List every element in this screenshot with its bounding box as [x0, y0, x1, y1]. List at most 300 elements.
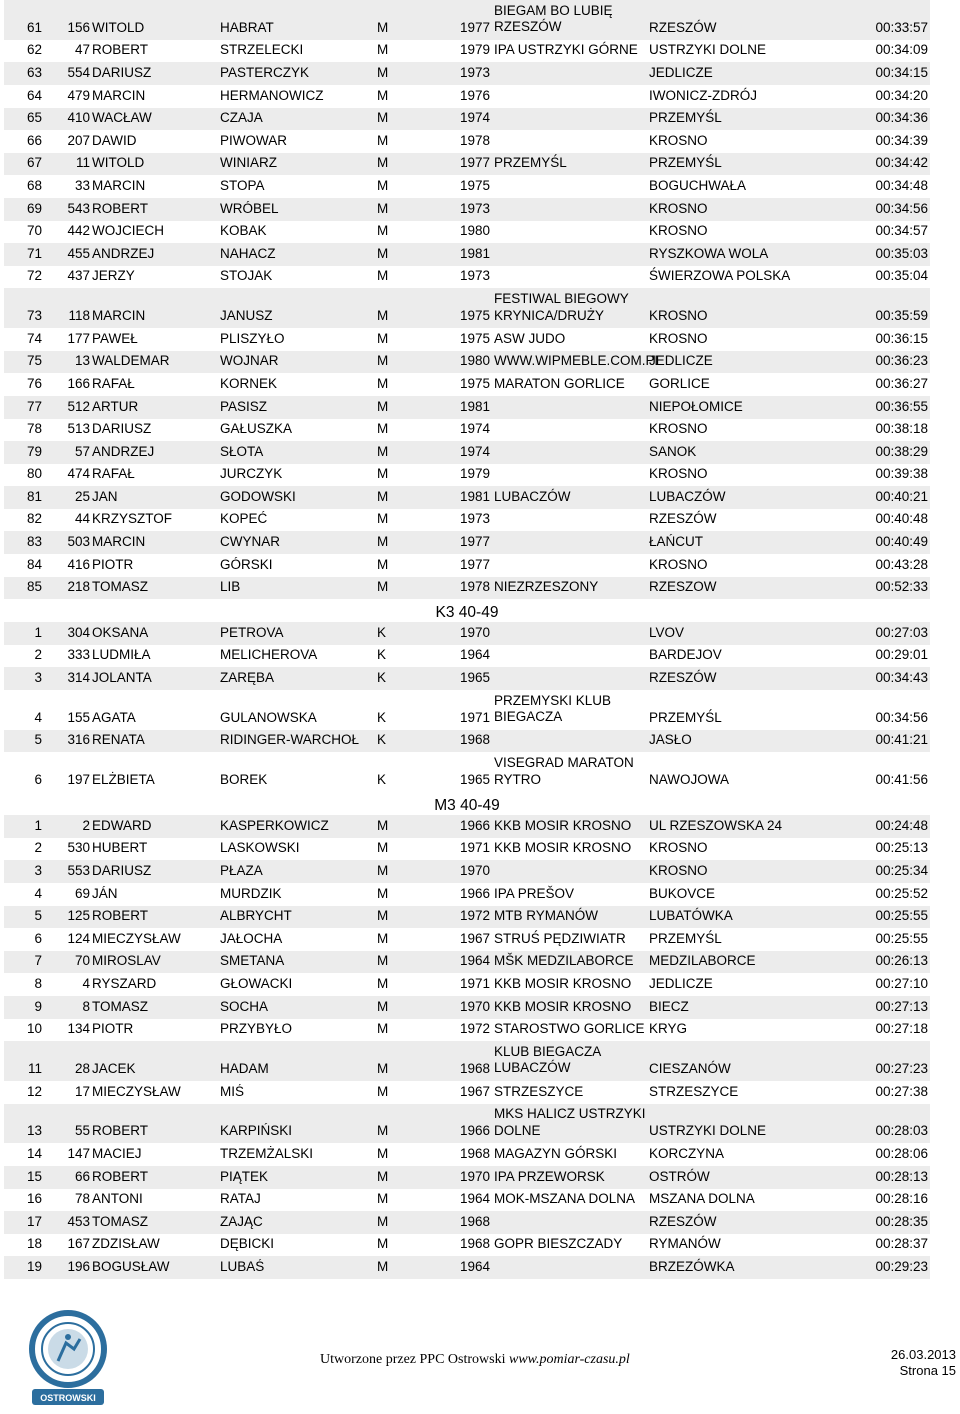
table-row: [4, 288, 930, 328]
table-row: [4, 1211, 930, 1234]
cell-year: 1965: [460, 772, 491, 788]
cell-bib: 8: [82, 998, 90, 1014]
cell-time: 00:25:52: [875, 885, 928, 901]
cell-bib: 55: [74, 1123, 90, 1139]
cell-pos: 7: [34, 953, 42, 969]
cell-pos: 75: [26, 353, 42, 369]
cell-last: HERMANOWICZ: [220, 87, 324, 103]
table-row: [4, 690, 930, 730]
cell-city: LUBATÓWKA: [649, 908, 733, 924]
cell-city: JEDLICZE: [649, 975, 713, 991]
cell-last: RIDINGER-WARCHOŁ: [220, 732, 360, 748]
cell-bib: 474: [67, 466, 90, 482]
cell-time: 00:34:15: [875, 64, 928, 80]
cell-pos: 9: [34, 998, 42, 1014]
cell-first: ELŻBIETA: [92, 772, 155, 788]
svg-text:OSTROWSKI: OSTROWSKI: [40, 1393, 96, 1403]
table-row: [4, 752, 930, 792]
cell-club: MŠK MEDZILABORCE: [494, 953, 634, 969]
cell-year: 1968: [460, 732, 491, 748]
cell-club: PRZEMYSKI KLUB BIEGACZA: [494, 692, 612, 725]
cell-sex: M: [377, 1123, 389, 1139]
cell-pos: 4: [34, 885, 42, 901]
table-row: [4, 838, 930, 861]
cell-year: 1966: [460, 1123, 491, 1139]
cell-pos: 64: [26, 87, 42, 103]
cell-sex: M: [377, 200, 389, 216]
cell-pos: 13: [26, 1123, 42, 1139]
cell-pos: 3: [34, 863, 42, 878]
table-row: [4, 1143, 930, 1166]
cell-first: ANDRZEJ: [92, 443, 155, 459]
cell-time: 00:40:21: [875, 488, 928, 504]
cell-bib: 218: [67, 579, 90, 595]
cell-pos: 69: [26, 200, 42, 216]
cell-pos: 81: [26, 488, 42, 504]
cell-bib: 70: [74, 953, 90, 969]
cell-pos: 67: [26, 155, 42, 171]
cell-city: GORLICE: [649, 375, 710, 391]
cell-city: KROSNO: [649, 840, 708, 856]
website-link[interactable]: www.pomiar-czasu.pl: [508, 1352, 630, 1367]
cell-first: WOJCIECH: [92, 223, 164, 239]
cell-city: BARDEJOV: [649, 647, 722, 663]
cell-time: 00:25:34: [875, 863, 928, 878]
cell-last: JAŁOCHA: [220, 930, 283, 946]
cell-first: PIOTR: [92, 556, 134, 572]
cell-last: SOCHA: [220, 998, 269, 1014]
cell-last: STRZELECKI: [220, 42, 304, 58]
cell-last: JURCZYK: [220, 466, 283, 482]
cell-last: BOREK: [220, 772, 268, 788]
cell-last: PRZYBYŁO: [220, 1021, 293, 1037]
cell-time: 00:27:18: [875, 1021, 928, 1037]
cell-pos: 10: [26, 1021, 42, 1037]
cell-first: JAN: [92, 488, 118, 504]
cell-pos: 65: [26, 110, 42, 126]
cell-sex: M: [377, 466, 389, 482]
cell-sex: M: [377, 817, 389, 833]
cell-city: KROSNO: [649, 466, 708, 482]
cell-time: 00:34:56: [875, 709, 928, 725]
table-row: [4, 396, 930, 419]
cell-bib: 155: [67, 709, 90, 725]
cell-sex: K: [377, 709, 387, 725]
table-row: [4, 373, 930, 396]
cell-sex: M: [377, 443, 389, 459]
cell-bib: 17: [74, 1083, 90, 1099]
cell-city: BUKOVCE: [649, 885, 716, 901]
cell-city: LVOV: [649, 624, 685, 640]
table-row: [4, 1256, 930, 1279]
cell-pos: 61: [26, 19, 42, 35]
cell-first: ROBERT: [92, 1123, 149, 1139]
cell-year: 1977: [460, 155, 491, 171]
cell-last: KOBAK: [220, 223, 267, 239]
cell-pos: 6: [34, 930, 42, 946]
cell-last: DĘBICKI: [220, 1236, 275, 1252]
cell-time: 00:27:23: [875, 1060, 928, 1076]
cell-time: 00:36:27: [875, 375, 928, 391]
cell-club: GOPR BIESZCZADY: [494, 1236, 623, 1252]
cell-club: STAROSTWO GORLICE: [494, 1021, 645, 1037]
table-row: [4, 509, 930, 532]
cell-sex: M: [377, 863, 389, 878]
cell-first: JACEK: [92, 1060, 136, 1076]
table-row: [4, 1081, 930, 1104]
cell-time: 00:26:13: [875, 953, 928, 969]
cell-pos: 17: [26, 1213, 42, 1229]
cell-year: 1964: [460, 1258, 491, 1274]
cell-time: 00:34:39: [875, 132, 928, 148]
cell-first: ANTONI: [92, 1191, 143, 1207]
cell-first: DAWID: [92, 132, 137, 148]
cell-time: 00:38:29: [875, 443, 928, 459]
table-row: [4, 622, 930, 645]
cell-time: 00:28:16: [875, 1191, 928, 1207]
cell-pos: 15: [26, 1168, 42, 1184]
cell-city: RZESZÓW: [649, 670, 717, 686]
cell-bib: 147: [67, 1145, 90, 1161]
cell-city: JASŁO: [649, 732, 692, 748]
cell-first: WITOLD: [92, 155, 145, 171]
cell-city: UL RZESZOWSKA 24: [649, 817, 783, 833]
table-row: [4, 153, 930, 176]
cell-club: STRUŚ PĘDZIWIATR: [494, 930, 626, 946]
cell-sex: M: [377, 930, 389, 946]
cell-pos: 76: [26, 375, 42, 391]
cell-club: MKS HALICZ USTRZYKI DOLNE: [494, 1106, 646, 1138]
cell-bib: 314: [67, 670, 90, 686]
cell-sex: M: [377, 155, 389, 171]
cell-time: 00:33:57: [875, 19, 928, 35]
cell-sex: M: [377, 421, 389, 437]
cell-first: PAWEŁ: [92, 330, 138, 346]
table-row: [4, 464, 930, 487]
cell-time: 00:34:57: [875, 223, 928, 239]
cell-bib: 124: [67, 930, 90, 946]
cell-bib: 453: [67, 1213, 90, 1229]
cell-bib: 553: [67, 863, 90, 878]
cell-first: TOMASZ: [92, 579, 149, 595]
cell-city: ŁAŃCUT: [649, 534, 704, 550]
cell-time: 00:28:13: [875, 1168, 928, 1184]
cell-first: WACŁAW: [92, 110, 152, 126]
cell-year: 1973: [460, 200, 491, 216]
cell-time: 00:28:37: [875, 1236, 928, 1252]
cell-club: BIEGAM BO LUBIĘ RZESZÓW: [494, 2, 613, 35]
cell-time: 00:34:48: [875, 177, 928, 193]
table-row: [4, 198, 930, 221]
cell-city: JEDLICZE: [649, 64, 713, 80]
cell-time: 00:36:55: [875, 398, 928, 414]
cell-club: STRZESZYCE: [494, 1083, 584, 1099]
table-row: [4, 130, 930, 153]
cell-sex: M: [377, 1145, 389, 1161]
cell-first: MACIEJ: [92, 1145, 142, 1161]
table-row: [4, 906, 930, 929]
cell-time: 00:35:59: [875, 308, 928, 324]
cell-year: 1977: [460, 534, 491, 550]
cell-first: WALDEMAR: [92, 353, 170, 369]
cell-first: RAFAŁ: [92, 466, 135, 482]
cell-club: KKB MOSIR KROSNO: [494, 840, 632, 856]
cell-first: RYSZARD: [92, 975, 157, 991]
cell-city: PRZEMYŚL: [649, 155, 722, 171]
cell-last: MURDZIK: [220, 885, 282, 901]
cell-time: 00:41:21: [875, 732, 928, 748]
cell-first: JERZY: [92, 268, 135, 284]
cell-pos: 11: [27, 1060, 42, 1076]
cell-time: 00:28:03: [875, 1123, 928, 1139]
cell-first: WITOLD: [92, 19, 145, 35]
cell-year: 1974: [460, 421, 491, 437]
cell-pos: 68: [26, 177, 42, 193]
cell-year: 1980: [460, 353, 491, 369]
cell-sex: K: [377, 670, 387, 686]
cell-bib: 333: [67, 647, 90, 663]
table-row: [4, 1019, 930, 1042]
cell-first: RAFAŁ: [92, 375, 135, 391]
cell-city: RZESZÓW: [649, 1213, 717, 1229]
cell-first: ROBERT: [92, 1168, 149, 1184]
cell-city: RZESZOW: [649, 579, 717, 595]
cell-club: ASW JUDO: [494, 330, 566, 346]
cell-club: KLUB BIEGACZA LUBACZÓW: [494, 1043, 601, 1076]
category-header: M3 40-49: [434, 797, 500, 815]
cell-pos: 18: [26, 1236, 42, 1252]
cell-last: LASKOWSKI: [220, 840, 300, 856]
cell-city: KROSNO: [649, 200, 708, 216]
table-row: [4, 860, 930, 883]
cell-sex: M: [377, 885, 389, 901]
cell-last: PŁAZA: [220, 863, 263, 878]
cell-year: 1964: [460, 953, 491, 969]
cell-year: 1973: [460, 268, 491, 284]
cell-time: 00:34:20: [875, 87, 928, 103]
cell-time: 00:25:55: [875, 930, 928, 946]
cell-bib: 134: [67, 1021, 90, 1037]
cell-club: MARATON GORLICE: [494, 375, 625, 391]
cell-first: ZDZISŁAW: [92, 1236, 160, 1252]
cell-city: KROSNO: [649, 132, 708, 148]
cell-pos: 2: [34, 840, 42, 856]
cell-last: PIĄTEK: [220, 1168, 269, 1184]
cell-year: 1965: [460, 670, 491, 686]
cell-pos: 79: [26, 443, 42, 459]
cell-year: 1968: [460, 1213, 491, 1229]
cell-year: 1967: [460, 930, 491, 946]
cell-pos: 85: [26, 579, 42, 595]
cell-bib: 410: [67, 110, 90, 126]
cell-year: 1970: [460, 624, 491, 640]
cell-year: 1971: [460, 840, 491, 856]
table-row: [4, 996, 930, 1019]
cell-time: 00:34:09: [875, 42, 928, 58]
table-row: [4, 0, 930, 40]
cell-club: WWW.WIPMEBLE.COM.PL: [494, 353, 663, 369]
cell-bib: 196: [67, 1258, 90, 1274]
cell-city: MSZANA DOLNA: [649, 1191, 755, 1207]
cell-first: KRZYSZTOF: [92, 511, 173, 527]
cell-sex: M: [377, 488, 389, 504]
cell-pos: 2: [34, 647, 42, 663]
cell-last: STOJAK: [220, 268, 273, 284]
cell-bib: 28: [74, 1060, 90, 1076]
cell-first: MARCIN: [92, 87, 146, 103]
cell-year: 1980: [460, 223, 491, 239]
cell-bib: 543: [67, 200, 90, 216]
cell-last: PETROVA: [220, 624, 284, 640]
cell-last: WRÓBEL: [220, 200, 279, 216]
cell-sex: M: [377, 998, 389, 1014]
cell-bib: 69: [74, 885, 90, 901]
cell-pos: 80: [26, 466, 42, 482]
cell-pos: 1: [34, 817, 42, 833]
cell-first: MIECZYSŁAW: [92, 1083, 181, 1099]
cell-sex: M: [377, 223, 389, 239]
cell-first: MARCIN: [92, 177, 146, 193]
cell-sex: M: [377, 19, 389, 35]
table-row: [4, 351, 930, 374]
cell-city: KROSNO: [649, 330, 708, 346]
cell-city: PRZEMYŚL: [649, 709, 722, 725]
cell-time: 00:34:36: [875, 110, 928, 126]
cell-city: USTRZYKI DOLNE: [649, 1123, 767, 1139]
cell-pos: 78: [26, 421, 42, 437]
table-row: [4, 221, 930, 244]
cell-sex: K: [377, 732, 387, 748]
cell-time: 00:43:28: [875, 556, 928, 572]
cell-sex: M: [377, 1236, 389, 1252]
cell-time: 00:28:35: [875, 1213, 928, 1229]
cell-year: 1975: [460, 177, 491, 193]
cell-first: OKSANA: [92, 624, 149, 640]
cell-year: 1966: [460, 817, 491, 833]
cell-time: 00:28:06: [875, 1145, 928, 1161]
cell-sex: M: [377, 87, 389, 103]
cell-city: KROSNO: [649, 863, 708, 878]
cell-bib: 512: [67, 398, 90, 414]
table-row: [4, 85, 930, 108]
cell-club: KKB MOSIR KROSNO: [494, 998, 632, 1014]
cell-sex: M: [377, 840, 389, 856]
table-row: [4, 1166, 930, 1189]
cell-time: 00:27:13: [875, 998, 928, 1014]
cell-sex: M: [377, 308, 389, 324]
cell-bib: 25: [74, 488, 90, 504]
cell-last: KOPEĆ: [220, 511, 268, 527]
cell-sex: M: [377, 1168, 389, 1184]
cell-time: 00:36:15: [875, 330, 928, 346]
cell-year: 1977: [460, 19, 491, 35]
cell-pos: 72: [26, 268, 42, 284]
cell-bib: 416: [67, 556, 90, 572]
cell-first: HUBERT: [92, 840, 148, 856]
cell-city: STRZESZYCE: [649, 1083, 739, 1099]
cell-bib: 47: [74, 42, 90, 58]
cell-last: CWYNAR: [220, 534, 280, 550]
cell-time: 00:27:38: [875, 1083, 928, 1099]
cell-pos: 84: [26, 556, 42, 572]
cell-city: RYSZKOWA WOLA: [649, 245, 769, 261]
cell-year: 1973: [460, 64, 491, 80]
cell-bib: 437: [67, 268, 90, 284]
cell-bib: 118: [68, 308, 90, 324]
cell-bib: 4: [82, 975, 90, 991]
cell-pos: 63: [26, 64, 42, 80]
cell-time: 00:29:01: [875, 647, 928, 663]
table-row: [4, 815, 930, 838]
table-row: [4, 243, 930, 266]
cell-bib: 503: [67, 534, 90, 550]
cell-year: 1970: [460, 998, 491, 1014]
cell-first: MIROSLAV: [92, 953, 161, 969]
cell-club: PRZEMYŚL: [494, 155, 567, 171]
table-row: [4, 175, 930, 198]
cell-sex: M: [377, 1021, 389, 1037]
cell-sex: M: [377, 1191, 389, 1207]
cell-sex: M: [377, 64, 389, 80]
cell-last: GAŁUSZKA: [220, 421, 293, 437]
cell-first: JÁN: [92, 885, 118, 901]
cell-first: MIECZYSŁAW: [92, 930, 181, 946]
cell-city: JEDLICZE: [649, 353, 713, 369]
cell-sex: M: [377, 1083, 389, 1099]
cell-last: RATAJ: [220, 1191, 261, 1207]
cell-pos: 8: [34, 975, 42, 991]
cell-bib: 11: [75, 155, 90, 171]
cell-last: MIŚ: [220, 1083, 245, 1099]
table-row: [4, 883, 930, 906]
cell-year: 1968: [460, 1060, 491, 1076]
cell-sex: M: [377, 110, 389, 126]
cell-bib: 304: [67, 624, 90, 640]
cell-pos: 14: [26, 1145, 42, 1161]
cell-city: CIESZANÓW: [649, 1060, 731, 1076]
cell-year: 1978: [460, 132, 491, 148]
cell-first: TOMASZ: [92, 1213, 149, 1229]
cell-first: LUDMIŁA: [92, 647, 151, 663]
cell-bib: 530: [67, 840, 90, 856]
cell-city: MEDZILABORCE: [649, 953, 756, 969]
cell-last: KORNEK: [220, 375, 278, 391]
cell-first: EDWARD: [92, 817, 152, 833]
cell-sex: M: [377, 1258, 389, 1274]
cell-last: MELICHEROVA: [220, 647, 318, 663]
cell-time: 00:52:33: [875, 579, 928, 595]
cell-bib: 316: [67, 732, 90, 748]
cell-year: 1978: [460, 579, 491, 595]
cell-sex: M: [377, 330, 389, 346]
cell-year: 1972: [460, 908, 491, 924]
print-date: 26.03.2013: [890, 1347, 956, 1362]
cell-time: 00:29:23: [875, 1258, 928, 1274]
cell-time: 00:34:43: [875, 670, 928, 686]
cell-last: GÓRSKI: [220, 556, 273, 572]
cell-city: PRZEMYŚL: [649, 110, 722, 126]
cell-year: 1968: [460, 1145, 491, 1161]
cell-first: BOGUSŁAW: [92, 1258, 170, 1274]
table-row: [4, 1189, 930, 1212]
cell-first: ROBERT: [92, 200, 149, 216]
cell-time: 00:27:10: [875, 975, 928, 991]
cell-year: 1975: [460, 330, 491, 346]
cell-year: 1974: [460, 443, 491, 459]
cell-last: TRZEMŻALSKI: [220, 1145, 314, 1161]
cell-year: 1975: [460, 308, 491, 324]
cell-bib: 2: [82, 817, 90, 833]
